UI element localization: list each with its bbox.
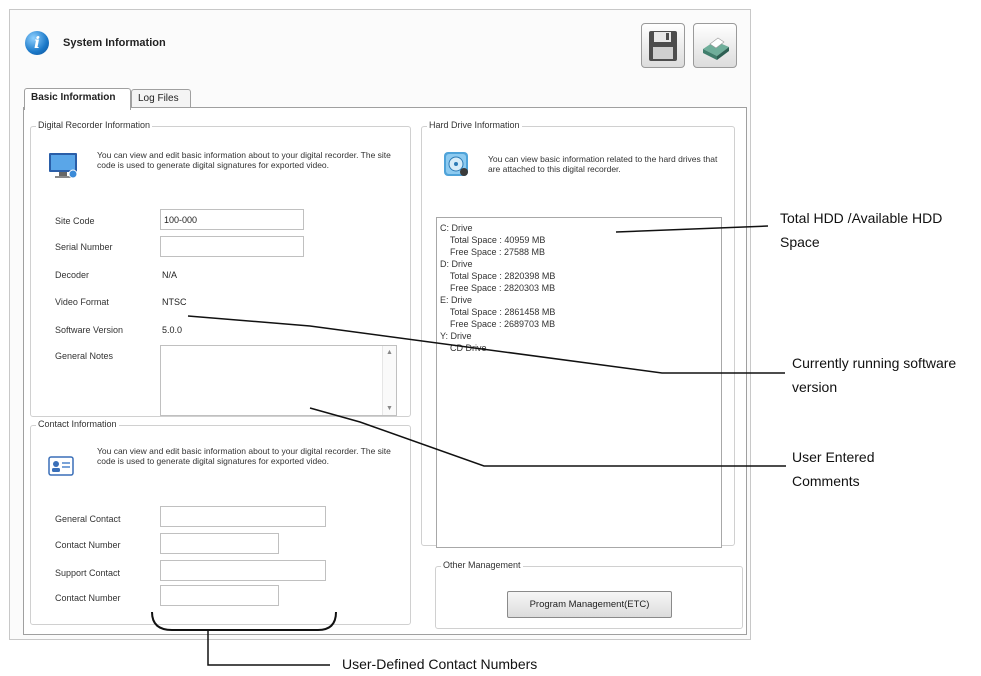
hdd-callout-line <box>616 226 768 232</box>
program-management-button[interactable]: Program Management(ETC) <box>507 591 672 618</box>
software-version-label: Software Version <box>55 325 124 335</box>
contacts-annotation: User-Defined Contact Numbers <box>342 656 538 672</box>
group-title: Other Management <box>443 560 521 570</box>
window-title: System Information <box>63 37 166 49</box>
video-format-value: NTSC <box>162 297 187 307</box>
contact-description: You can view and edit basic information about to your digital recorder. The site code is used to generate digital signatures for exported video. <box>97 446 391 466</box>
recorder-description: You can view and edit basic information about to your digital recorder. The site code is used to generate digital signatures for exported video. <box>97 150 391 170</box>
software-callout-line <box>188 316 785 373</box>
group-title: Contact Information <box>38 419 117 429</box>
drive-info-list: C: Drive Total Space : 40959 MB Free Space : 27588 MB D: Drive Total Space : 2820398 MB Free Space : 2820303 MB E: Drive Total Space : 2861458 MB Free Space : 2689703 MB Y: Drive CD Drive <box>436 217 722 548</box>
group-title: Hard Drive Information <box>429 120 520 130</box>
info-icon: i <box>25 31 49 55</box>
hdd-annotation: Total HDD /Available HDD Space <box>780 210 943 250</box>
decoder-label: Decoder <box>55 270 90 280</box>
comments-annotation: User Entered Comments <box>792 449 875 489</box>
group-title: Digital Recorder Information <box>38 120 151 130</box>
contact-number-label: Contact Number <box>55 540 121 550</box>
scroll-down-icon[interactable]: ▼ <box>386 405 393 412</box>
software-annotation: Currently running software version <box>792 355 957 395</box>
serial-number-label: Serial Number <box>55 242 113 252</box>
software-version-value: 5.0.0 <box>162 325 183 335</box>
support-contact-label: Support Contact <box>55 568 121 578</box>
comments-callout-line <box>310 408 786 466</box>
video-format-label: Video Format <box>55 297 109 307</box>
hard-drive-description: You can view basic information related to the hard drives that are attached to this digital recorder. <box>488 154 718 174</box>
decoder-value: N/A <box>162 270 178 280</box>
general-notes-label: General Notes <box>55 351 114 361</box>
site-code-label: Site Code <box>55 216 95 226</box>
contacts-brace <box>152 612 336 630</box>
general-contact-label: General Contact <box>55 514 121 524</box>
scroll-up-icon[interactable]: ▲ <box>386 349 393 356</box>
tab-log-files[interactable]: Log Files <box>131 89 191 109</box>
contacts-callout-line <box>208 630 330 665</box>
tab-basic-information[interactable]: Basic Information <box>24 88 131 110</box>
contact-number-2-label: Contact Number <box>55 593 121 603</box>
